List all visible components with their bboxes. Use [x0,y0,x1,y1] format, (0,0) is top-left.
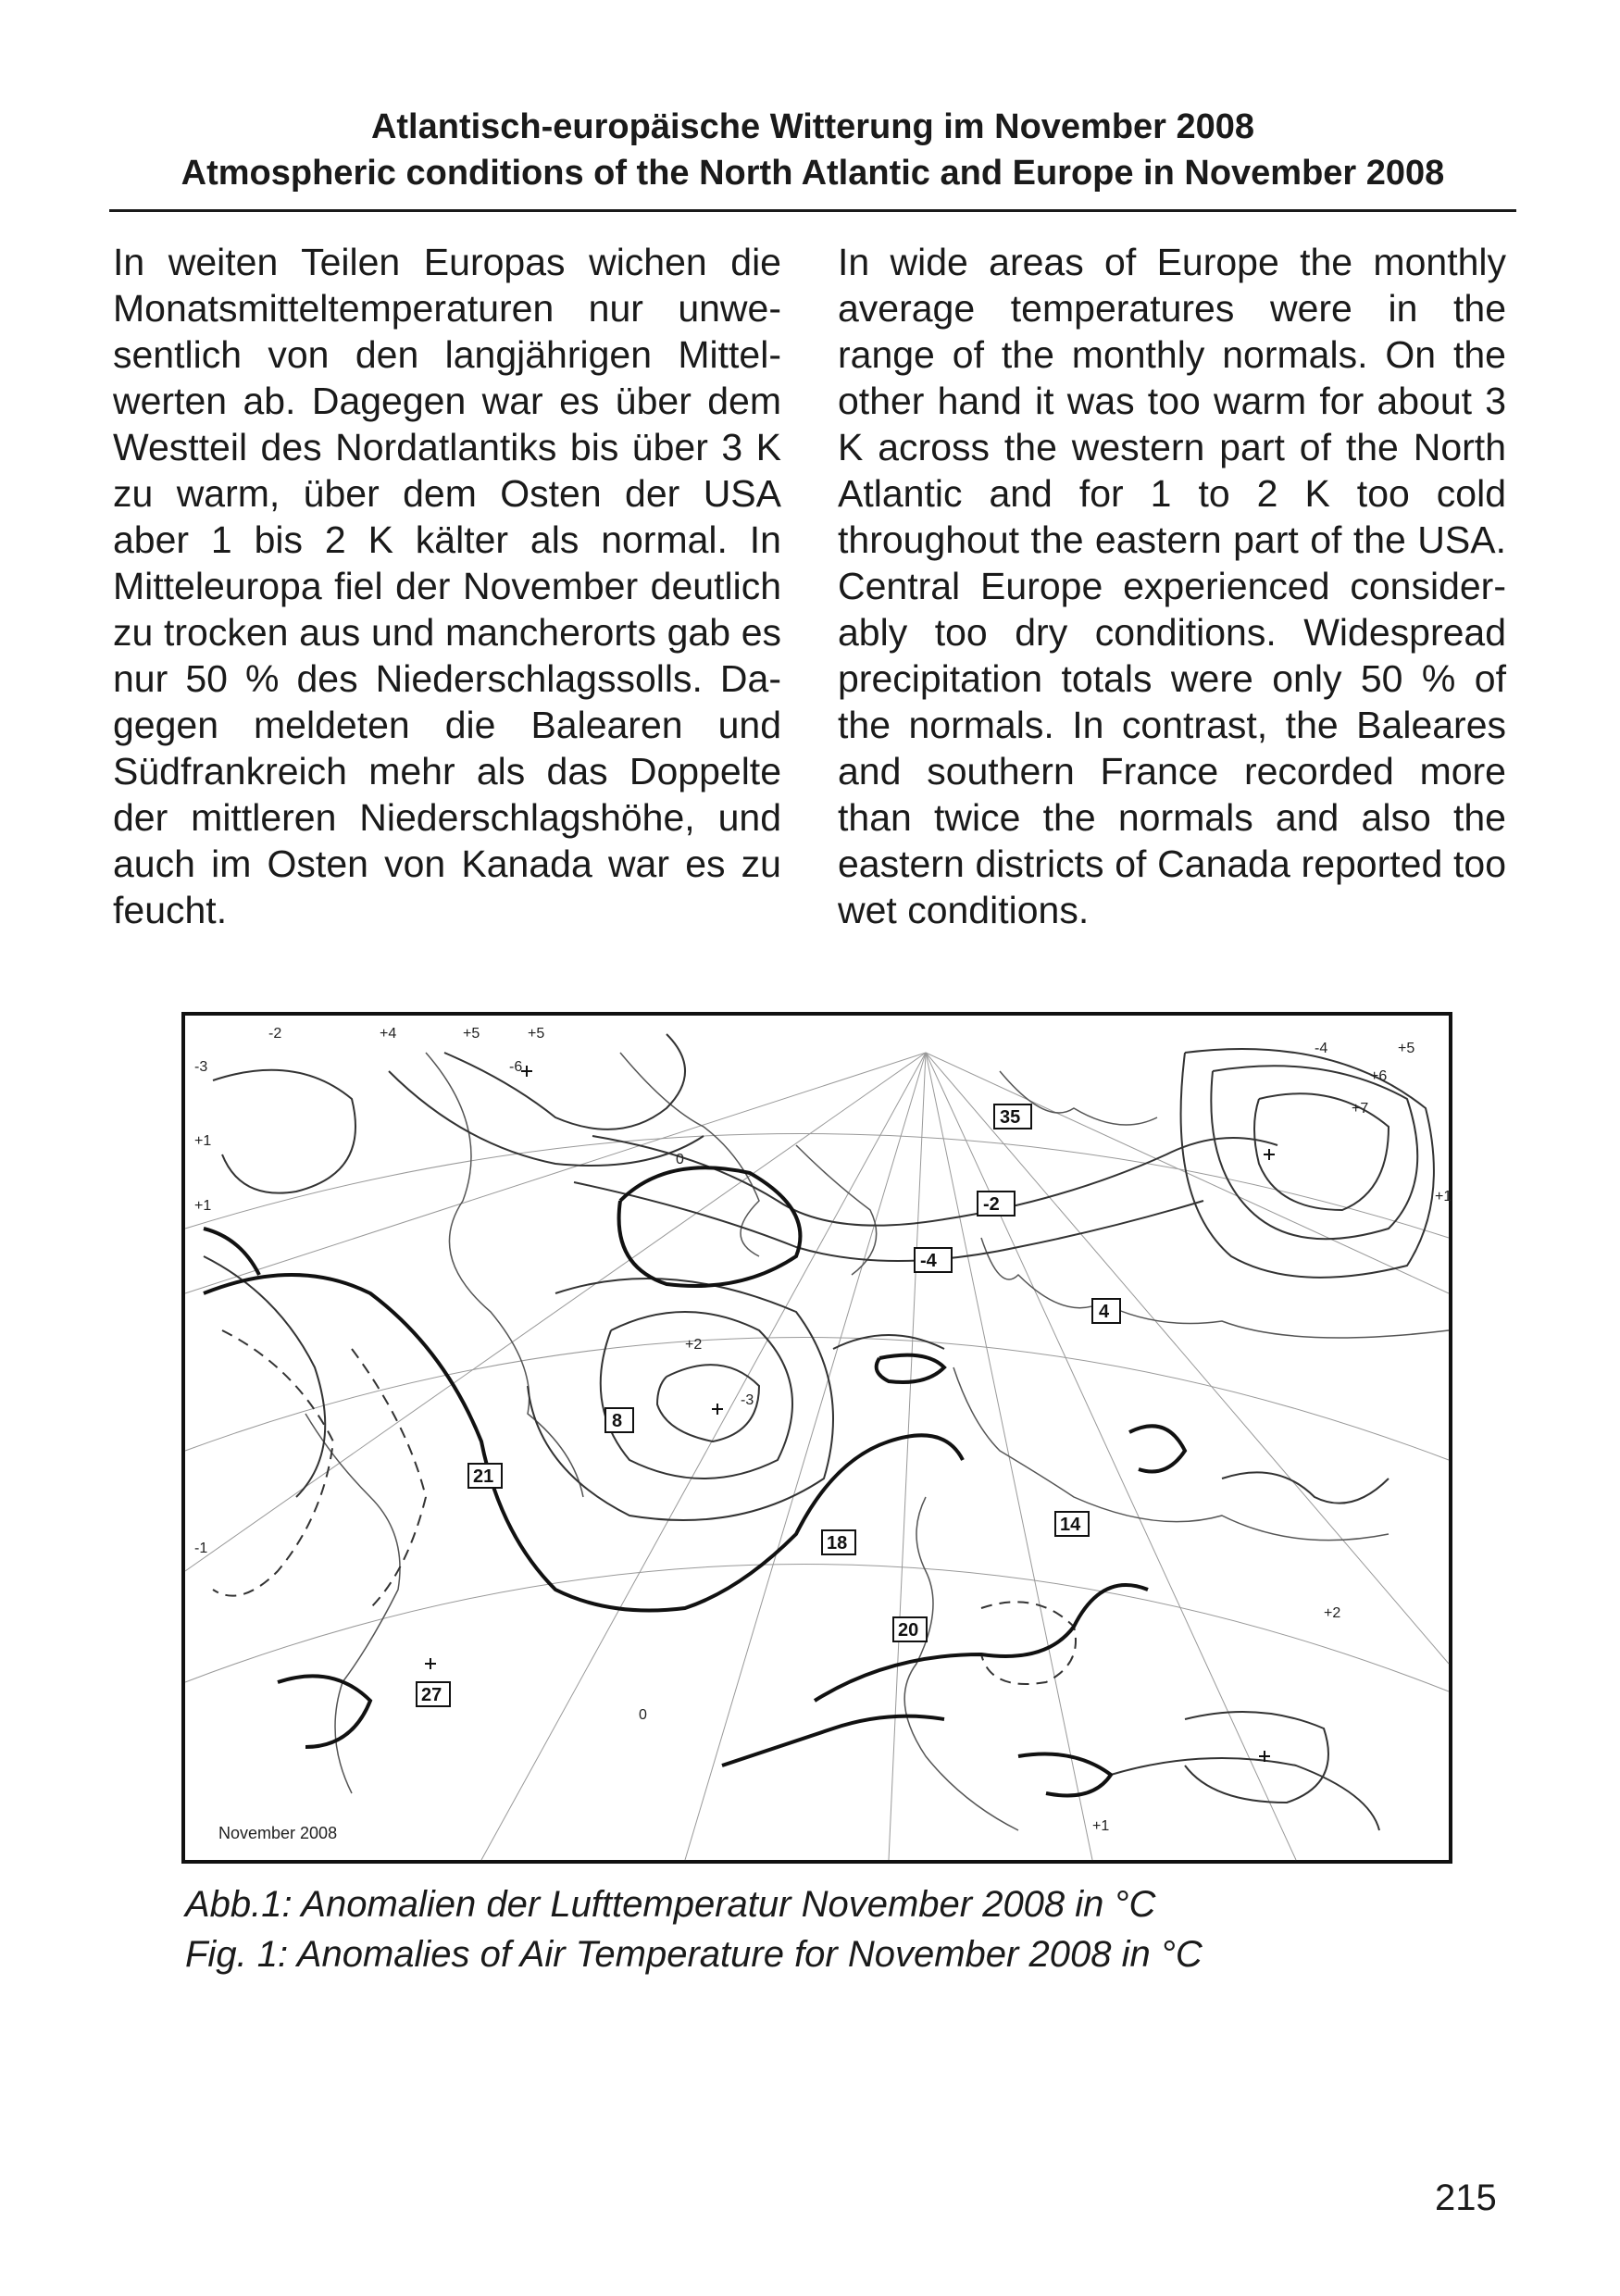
map-date-label: November 2008 [218,1824,338,1842]
boxed-label: 4 [1099,1302,1110,1322]
boxed-label: -2 [983,1194,1000,1215]
german-column [113,239,781,933]
contour-label: -6 [509,1059,523,1075]
contour-label: +1 [1092,1818,1110,1834]
header-rule [109,209,1516,212]
contour-label: +1 [194,1133,212,1149]
boxed-label: 21 [473,1466,494,1487]
contour-label: +2 [1324,1605,1341,1621]
german-paragraph: In weiten Teilen Europas wichen die Monatsmitteltemperaturen nur unwesentlich von den langjährigen Mittelwerten ab. Dagegen war es über dem Westteil des Nordatlantiks bis über 3 K zu warm, über dem Osten der USA aber 1 bis 2 K kälter als normal. In Mitteleuropa fiel der November deutlich zu trocken aus und mancherorts gab es nur 50 % des Niederschlagssolls. Dagegen meldeten die Balearen und Südfrankreich mehr als das Doppelte der mittleren Niederschlagshöhe, und auch im Osten von Kanada war es zu feucht. [113,241,781,931]
contour-label: -3 [194,1059,208,1075]
figure-caption [185,1879,1203,1979]
contour-label: +4 [380,1026,397,1042]
title-english: Atmospheric conditions of the North Atlantic and Europe in November 2008 [181,154,1445,193]
boxed-label: 18 [827,1533,848,1554]
contour-label: +6 [1370,1068,1388,1084]
contour-label: +1 [1435,1189,1452,1204]
title-german: Atlantisch-europäische Witterung im November 2008 [370,107,1255,146]
contour-label: -3 [741,1392,754,1408]
boxed-label: 8 [612,1411,623,1431]
page-header [109,104,1516,196]
contour-label: -1 [194,1541,208,1556]
contour-label: -2 [268,1026,282,1042]
contour-label: +5 [1398,1041,1415,1056]
contour-label: 0 [676,1152,684,1167]
boxed-label: 27 [421,1685,442,1705]
page-number: 215 [1435,2177,1497,2218]
contour-label: +2 [685,1337,703,1353]
caption-english: Fig. 1: Anomalies of Air Temperature for November 2008 in °C [185,1934,1203,1975]
contour-label: 0 [639,1707,647,1723]
caption-german: Abb.1: Anomalien der Lufttemperatur November 2008 in °C [185,1884,1156,1925]
boxed-label: 14 [1060,1515,1081,1535]
english-column [838,239,1506,933]
boxed-label: 20 [898,1620,919,1641]
contour-label: +5 [463,1026,480,1042]
contour-label: +5 [528,1026,545,1042]
contour-label: +7 [1352,1101,1369,1117]
english-paragraph: In wide areas of Europe the monthly average temperatures were in the range of the monthly normals. On the other hand it was too warm for about 3 K across the western part of the North Atlantic and for 1 to 2 K too cold throughout the eastern part of the USA. Central Europe experienced considerably too dry conditions. Widespread precipitation totals were only 50 % of the normals. In contrast, the Baleares and southern France recorded more than twice the normals and also the eastern districts of Canada reported too wet conditions. [838,241,1506,931]
contour-label: +1 [194,1198,212,1214]
boxed-label: -4 [920,1251,937,1271]
boxed-label: 35 [1000,1107,1021,1128]
map-drawing [185,1016,1452,1860]
contour-label: -4 [1315,1041,1328,1056]
temperature-anomaly-map [181,1012,1452,1864]
